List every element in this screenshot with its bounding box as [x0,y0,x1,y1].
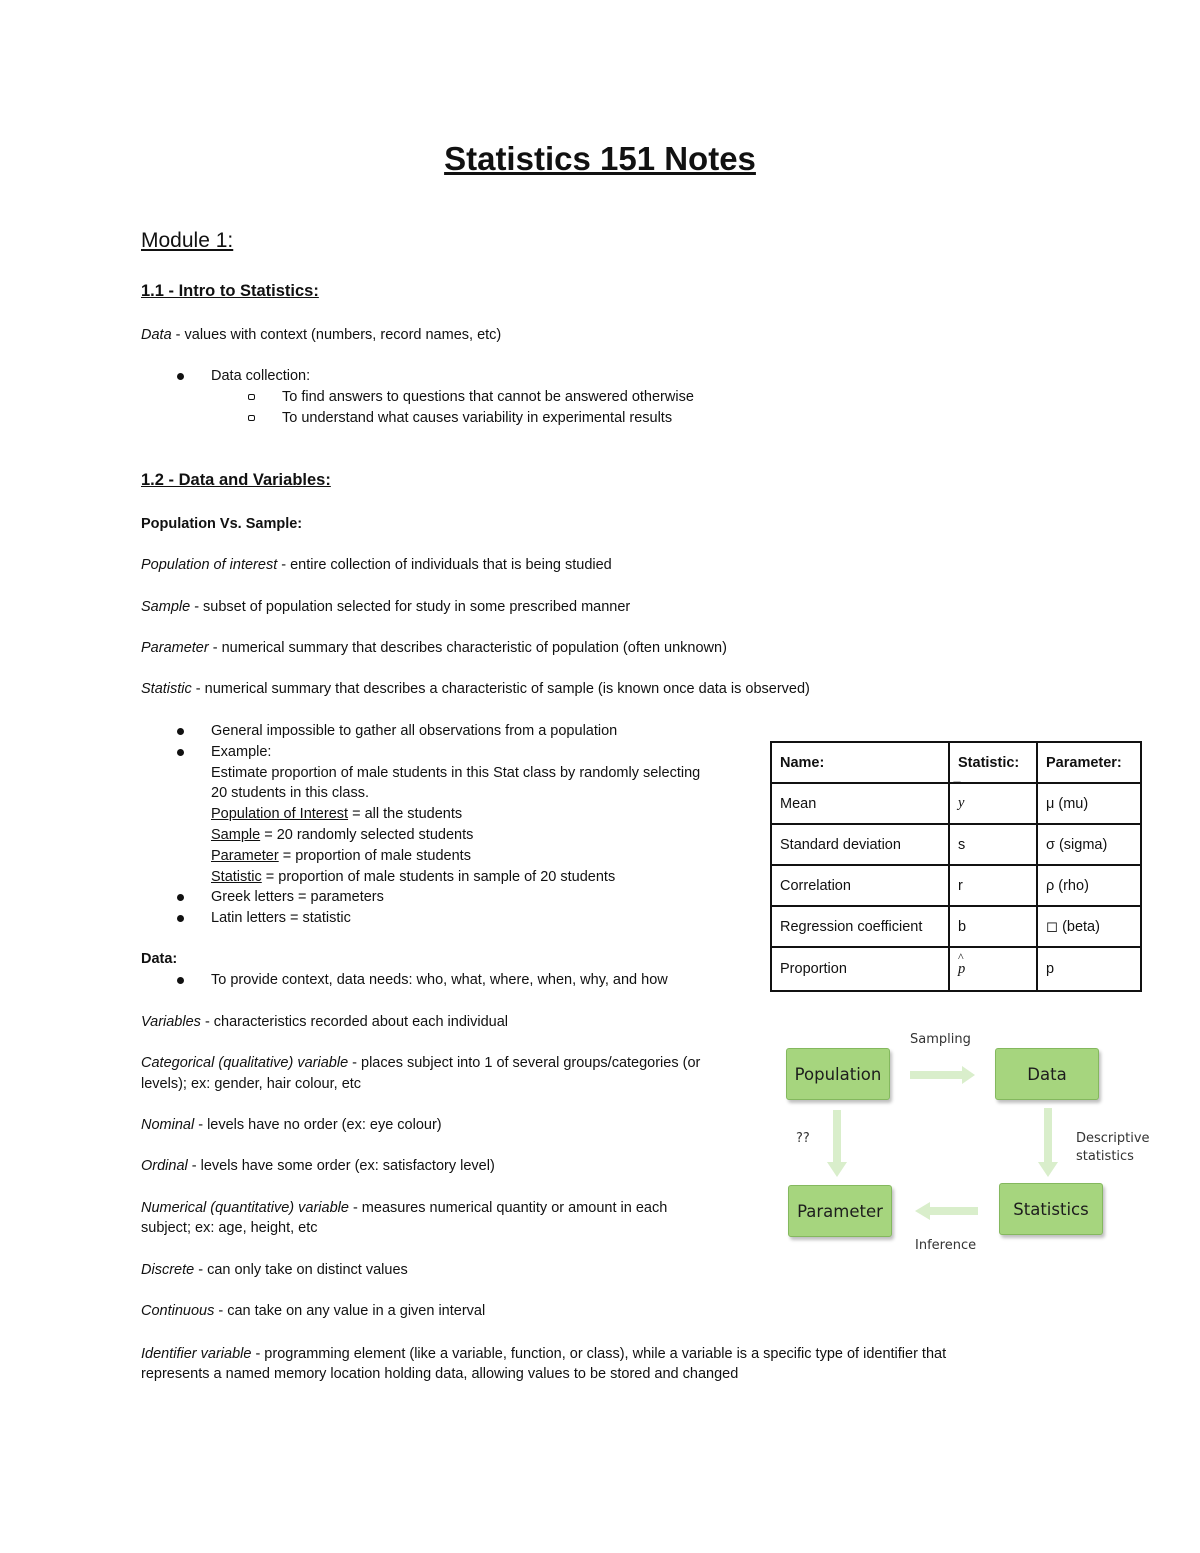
statistics-box: Statistics [999,1183,1103,1235]
table-cell: Proportion [771,947,949,991]
subheading: Population Vs. Sample: [141,516,303,532]
table-row [771,947,1141,991]
example-line [211,867,615,888]
definition: - can take on any value in a given interval [214,1303,486,1319]
term: Sample [141,599,191,615]
statistic-parameter-table [770,741,1142,992]
discrete-definition [141,1260,408,1281]
sampling-label: Sampling [910,1032,971,1047]
table-cell: Standard deviation [771,824,949,865]
statistic-definition [141,679,810,700]
term: Parameter [211,848,279,864]
term: Discrete [141,1262,195,1278]
table-cell: r [949,865,1037,906]
sub-bullet-icon [248,415,255,421]
table-cell: Mean [771,783,949,824]
data-definition [141,325,501,346]
table-row [771,783,1141,824]
list-item: Greek letters = parameters [211,889,384,905]
subheading: Data: [141,951,178,967]
definition: - characteristics recorded about each individual [200,1014,508,1030]
definition: - entire collection of individuals that is being studied [277,557,612,573]
definition: - measures numerical quantity or amount in each [348,1200,668,1216]
list-item: Example: [211,744,272,760]
bullet-icon [177,977,184,984]
definition: - places subject into 1 of several groups/categories (or [348,1055,701,1071]
example-line: 20 students in this class. [211,785,369,801]
term: Population of Interest [211,806,349,822]
arrow-sampling [910,1066,975,1084]
arrow-descriptive [1038,1108,1058,1177]
table-cell: ◻ (beta) [1037,906,1141,947]
term: Ordinal [141,1158,188,1174]
table-cell: p [1037,947,1141,991]
definition: = proportion of male students [278,848,471,864]
bullet-icon [177,749,184,756]
table-row [771,865,1141,906]
continuous-definition [141,1301,485,1322]
example-line [211,825,473,846]
definition: = proportion of male students in sample of 20 students [261,869,616,885]
definition: - numerical summary that describes characteristic of population (often unknown) [208,640,727,656]
table-row [771,824,1141,865]
sample-definition [141,597,630,618]
unknown-label: ?? [796,1131,810,1146]
term: Sample [211,827,261,843]
y-bar-symbol: y [958,795,965,811]
example-line [211,804,462,825]
bullet-icon [177,728,184,735]
definition: - subset of population selected for study in some prescribed manner [190,599,631,615]
list-item: Data collection: [211,368,311,384]
list-item: General impossible to gather all observations from a population [211,723,618,739]
definition: - values with context (numbers, record names, etc) [171,327,502,343]
definition: - programming element (like a variable, function, or class), while a variable is a specific type of identifier that [251,1346,947,1362]
table-row [771,906,1141,947]
definition: = all the students [348,806,463,822]
numerical-definition [141,1198,667,1219]
section-heading-1-2: 1.2 - Data and Variables: [141,471,331,489]
table-cell: σ (sigma) [1037,824,1141,865]
term: Data [141,327,172,343]
bullet-icon [177,894,184,901]
nominal-definition [141,1115,442,1136]
inference-label: Inference [915,1238,977,1253]
list-item: To find answers to questions that cannot be answered otherwise [282,389,694,405]
p-hat-symbol: p [958,960,966,977]
sub-bullet-icon [248,394,255,400]
bullet-icon [177,373,184,380]
term: Parameter [141,640,209,656]
table-header-row [771,742,1141,783]
descriptive-label: Descriptive [1076,1131,1150,1146]
definition: = 20 randomly selected students [260,827,474,843]
table-cell: Regression coefficient [771,906,949,947]
term: Categorical (qualitative) variable [141,1055,349,1071]
categorical-definition-cont: levels); ex: gender, hair colour, etc [141,1076,362,1092]
term: Nominal [141,1117,195,1133]
section-heading-1-1: 1.1 - Intro to Statistics: [141,282,319,300]
descriptive-label-2: statistics [1076,1149,1134,1164]
identifier-definition-cont: represents a named memory location holding data, allowing values to be stored and changed [141,1366,739,1382]
table-header: Parameter: [1037,742,1141,783]
definition: - can only take on distinct values [194,1262,408,1278]
bullet-icon [177,915,184,922]
parameter-box: Parameter [788,1185,892,1237]
term: Population of interest [141,557,278,573]
table-cell [949,783,1037,824]
identifier-definition [141,1344,946,1365]
hat-accent: ^ [958,949,964,964]
list-item: To provide context, data needs: who, what, where, when, why, and how [211,972,668,988]
table-cell: Correlation [771,865,949,906]
example-line: Estimate proportion of male students in this Stat class by randomly selecting [211,765,701,781]
list-item: Latin letters = statistic [211,910,351,926]
definition: - levels have some order (ex: satisfactory level) [187,1158,495,1174]
table-header: Statistic: [949,742,1037,783]
data-box: Data [995,1048,1099,1100]
population-definition [141,555,612,576]
table-header: Name: [771,742,949,783]
numerical-definition-cont: subject; ex: age, height, etc [141,1220,318,1236]
definition: - numerical summary that describes a characteristic of sample (is known once data is observed) [191,681,810,697]
module-heading: Module 1: [141,229,234,252]
table-cell: s [949,824,1037,865]
definition: - levels have no order (ex: eye colour) [194,1117,442,1133]
term: Statistic [141,681,192,697]
term: Statistic [211,869,262,885]
ordinal-definition [141,1156,495,1177]
categorical-definition [141,1053,700,1074]
population-box: Population [786,1048,890,1100]
page-title: Statistics 151 Notes [444,140,756,177]
term: Identifier variable [141,1346,252,1362]
table-cell [949,947,1037,991]
term: Continuous [141,1303,215,1319]
term: Variables [141,1014,201,1030]
arrow-unknown [827,1110,847,1177]
example-line [211,846,471,867]
list-item: To understand what causes variability in experimental results [282,410,673,426]
term: Numerical (quantitative) variable [141,1200,349,1216]
table-cell: μ (mu) [1037,783,1141,824]
arrow-inference [915,1202,978,1220]
table-cell: ρ (rho) [1037,865,1141,906]
variables-definition [141,1012,508,1033]
parameter-definition [141,638,727,659]
table-cell: b [949,906,1037,947]
